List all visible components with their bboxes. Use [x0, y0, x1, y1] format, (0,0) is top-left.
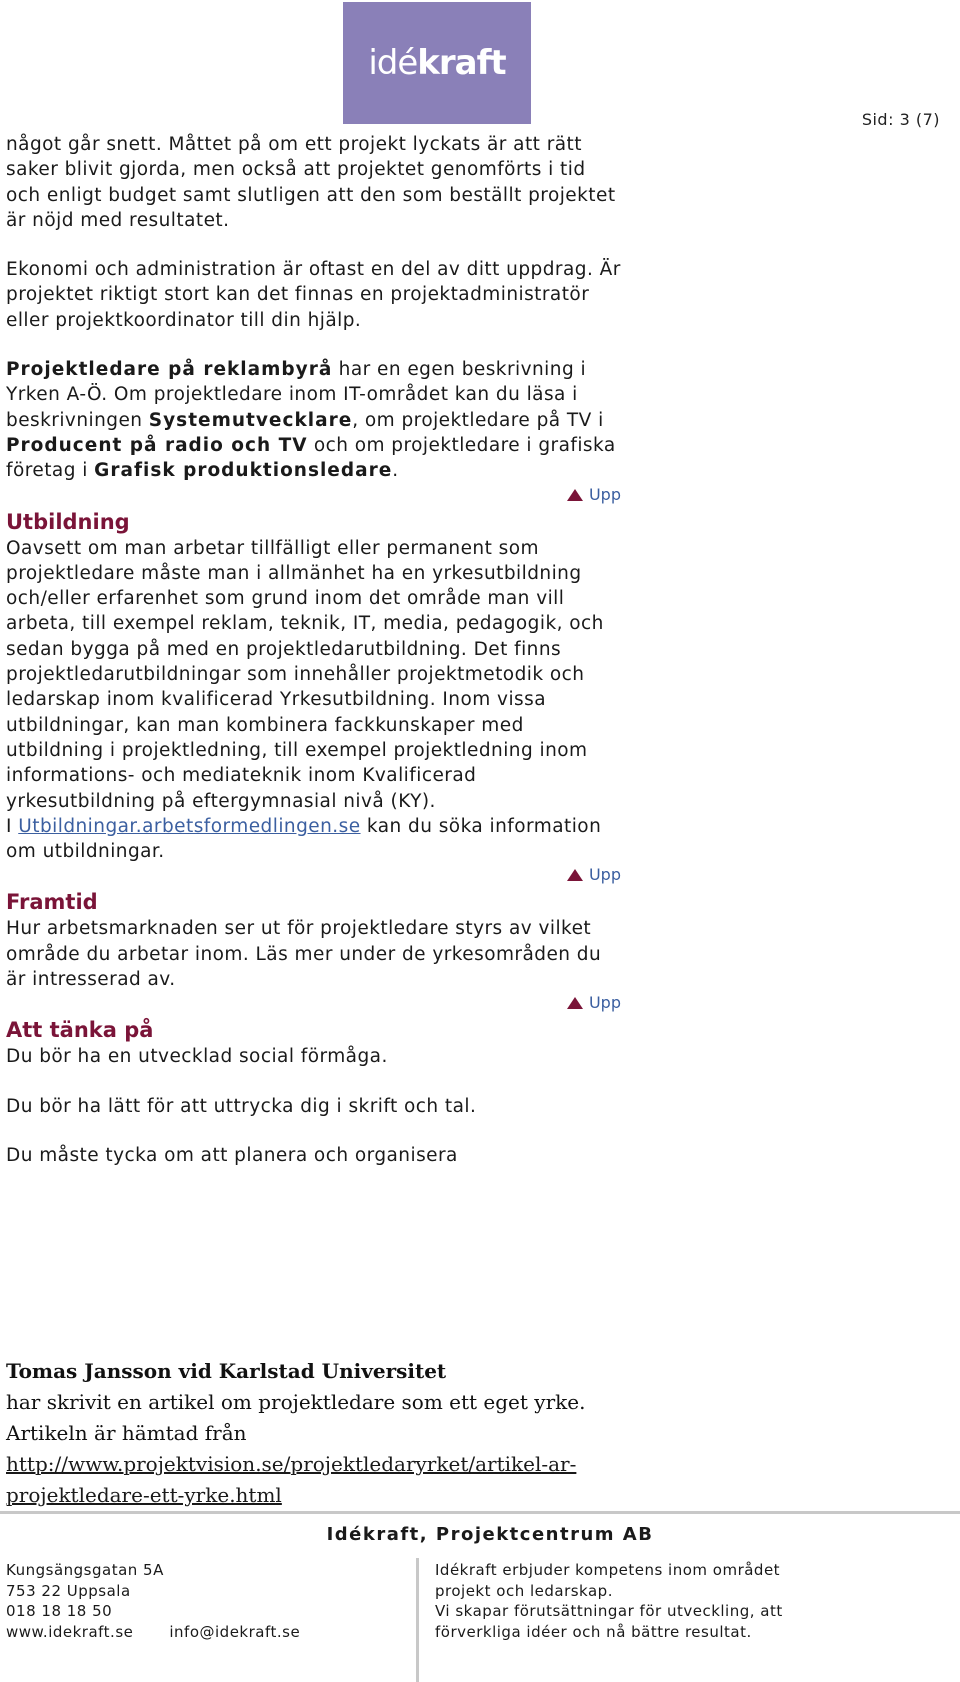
ref-grafisk-produktionsledare[interactable]: Grafisk produktionsledare	[94, 460, 393, 482]
heading-framtid: Framtid	[6, 890, 98, 915]
paragraph-text: I	[6, 815, 19, 837]
logo-text-bold: kraft	[417, 43, 506, 83]
article-source-link[interactable]: http://www.projektvision.se/projektledaryrket/artikel-ar-projektledare-ett-yrke.html	[6, 1452, 577, 1507]
ref-systemutvecklare[interactable]: Systemutvecklare	[148, 409, 353, 431]
arrow-up-icon	[567, 489, 583, 501]
footer-city: 753 22 Uppsala	[6, 1581, 131, 1600]
credit-line: har skrivit en artikel om projektledare som ett eget yrke.	[6, 1390, 586, 1414]
paragraph-related-jobs	[6, 357, 621, 483]
arrow-up-icon	[567, 869, 583, 881]
tanka-line-skrift: Du bör ha lätt för att uttrycka dig i skrift och tal.	[6, 1095, 477, 1117]
footer-contact	[6, 1560, 300, 1642]
footer-email-link[interactable]: info@idekraft.se	[169, 1622, 301, 1641]
paragraph-success: något går snett. Måttet på om ett projekt lyckats är att rätt saker blivit gjorda, men också att projektet genomförts i tid och enligt budget samt slutligen att den som beställt projektet är nöjd med resultatet.	[6, 134, 616, 231]
footer-website-link[interactable]: www.idekraft.se	[6, 1622, 134, 1641]
logo-text	[368, 43, 505, 83]
upp-row	[6, 484, 621, 506]
paragraph-utbildning-link	[6, 814, 621, 865]
paragraph-text: , om projektledare på TV i	[352, 409, 604, 431]
paragraph-text: .	[392, 460, 399, 482]
arrow-up-icon	[567, 997, 583, 1009]
company-name: Idékraft, Projektcentrum AB	[326, 1524, 654, 1545]
footer-tagline	[435, 1560, 783, 1642]
credit-author: Tomas Jansson vid Karlstad Universitet	[6, 1359, 447, 1383]
idekraft-logo	[343, 2, 531, 124]
tagline-line: projekt och ledarskap.	[435, 1581, 613, 1600]
main-content	[6, 132, 621, 1168]
tanka-line-planera: Du måste tycka om att planera och organisera	[6, 1144, 458, 1166]
paragraph-economy: Ekonomi och administration är oftast en del av ditt uppdrag. Är projektet riktigt stort kan det finnas en projektadministratör eller projektkoordinator till din hjälp.	[6, 259, 621, 331]
page-number: Sid: 3 (7)	[861, 110, 940, 129]
credit-source-label: Artikeln är hämtad från	[6, 1421, 247, 1445]
ref-producent-radio-tv[interactable]: Producent på radio och TV	[6, 434, 308, 456]
tagline-line: Vi skapar förutsättningar för utveckling, att	[435, 1602, 783, 1620]
upp-label: Upp	[588, 865, 621, 885]
upp-label: Upp	[588, 993, 621, 1013]
upp-link[interactable]	[567, 992, 621, 1014]
footer-vertical-divider	[416, 1558, 419, 1682]
upp-label: Upp	[588, 484, 621, 504]
article-credit	[6, 1356, 626, 1511]
logo-text-light: idé	[368, 43, 418, 83]
utbildningar-link[interactable]: Utbildningar.arbetsformedlingen.se	[18, 815, 361, 837]
heading-utbildning: Utbildning	[6, 509, 130, 534]
tagline-line: Idékraft erbjuder kompetens inom området	[435, 1561, 781, 1579]
footer-web-row	[6, 1622, 300, 1643]
paragraph-framtid: Hur arbetsmarknaden ser ut för projektledare styrs av vilket område du arbetar inom. Läs mer under de yrkesområden du är intresserad av.	[6, 918, 602, 991]
ref-projektledare-reklambyra[interactable]: Projektledare på reklambyrå	[6, 359, 333, 381]
footer-phone: 018 18 18 50	[6, 1602, 113, 1620]
paragraph-text: kan du söka information om utbildningar.	[6, 815, 602, 863]
paragraph-text: har en egen beskrivning i Yrken A-Ö. Om projektledare inom IT-området kan du läsa i beskrivningen	[6, 359, 587, 431]
upp-link[interactable]	[567, 864, 621, 886]
upp-link[interactable]	[567, 484, 621, 506]
upp-row	[6, 864, 621, 886]
footer-address: Kungsängsgatan 5A	[6, 1561, 164, 1579]
upp-row	[6, 992, 621, 1014]
paragraph-utbildning: Oavsett om man arbetar tillfälligt eller permanent som projektledare måste man i allmänhet ha en yrkesutbildning och/eller erfarenhet som grund inom det område man vill arbeta, till exempel reklam, teknik, IT, media, pedagogik, och sedan bygga på med en projektledarutbildning. Det finns projektledarutbildningar som innehåller projektmetodik och ledarskap inom kvalificerad Yrkesutbildning. Inom vissa utbildningar, kan man kombinera fackkunskaper med utbildning i projektledning, till exempel projektledning inom informations- och mediateknik inom Kvalificerad yrkesutbildning på eftergymnasial nivå (KY).	[6, 537, 604, 812]
footer-divider	[0, 1511, 960, 1514]
heading-att-tanka-pa: Att tänka på	[6, 1018, 154, 1043]
tanka-line-social: Du bör ha en utvecklad social förmåga.	[6, 1046, 388, 1068]
tagline-line: förverkliga idéer och nå bättre resultat.	[435, 1622, 752, 1641]
paragraph-text: och om projektledare i grafiska företag i	[6, 434, 616, 482]
